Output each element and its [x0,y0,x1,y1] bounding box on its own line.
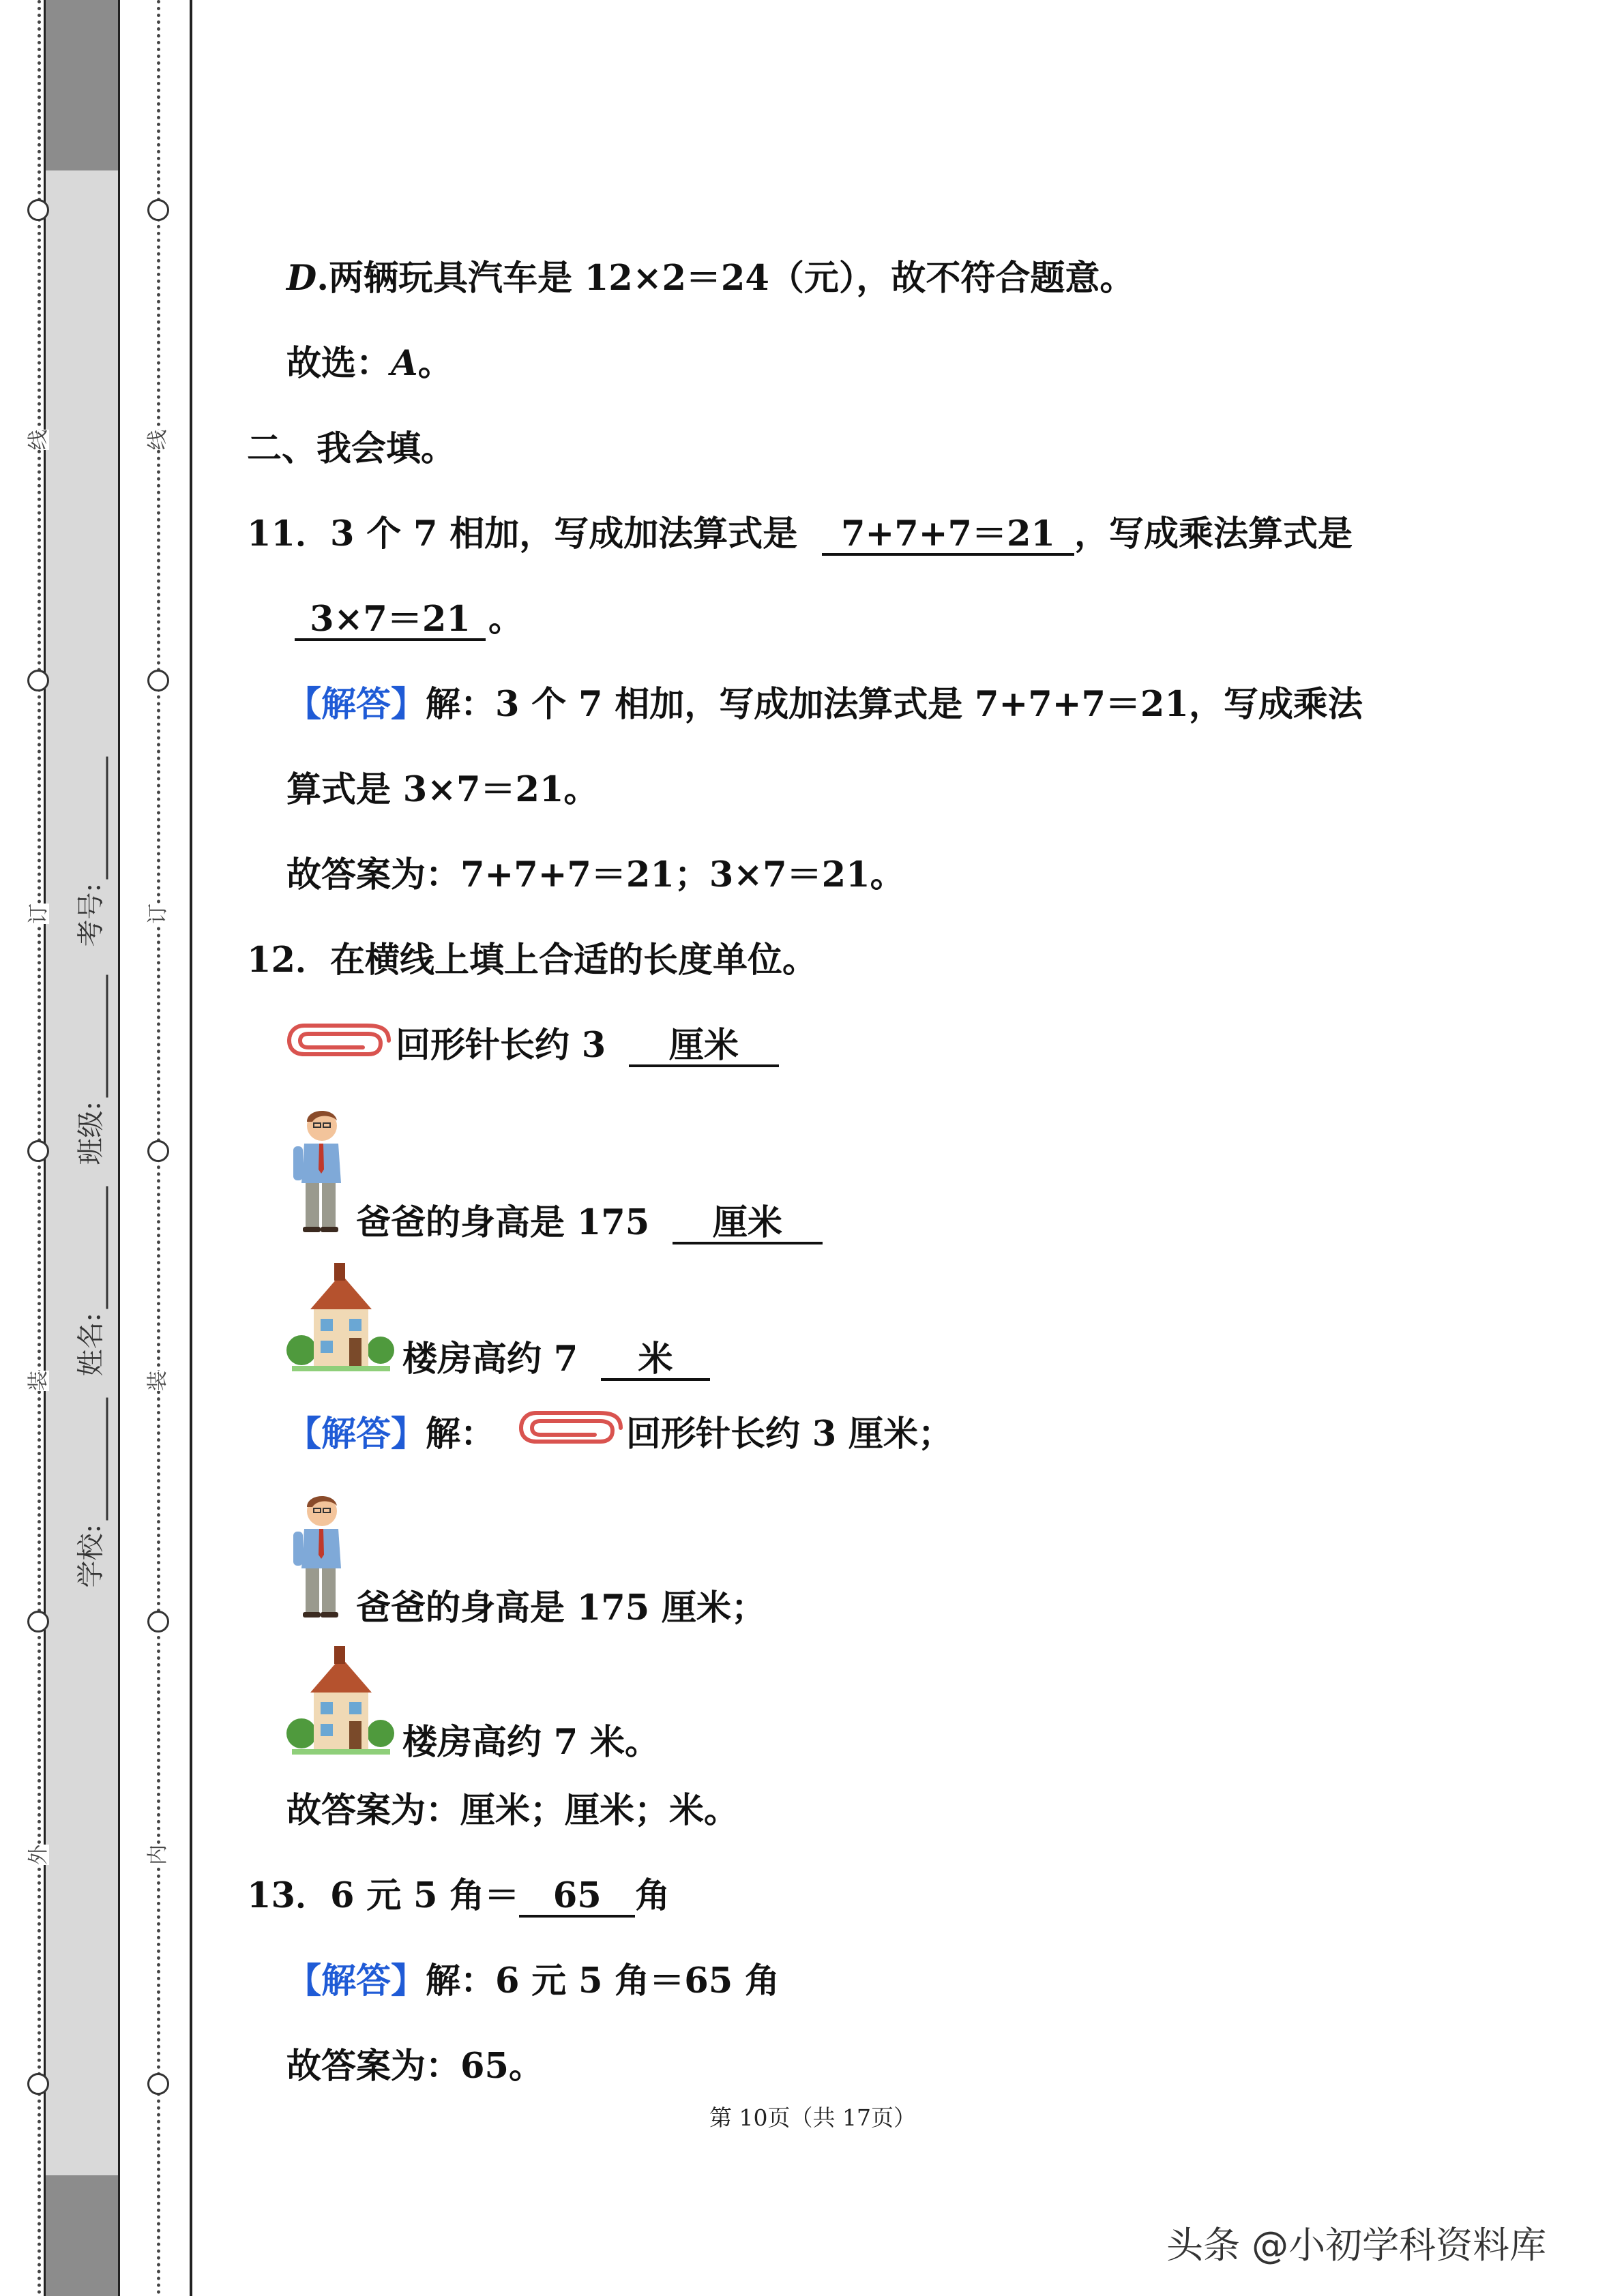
q13-answer-line: 解：6 元 5 角＝65 角 [426,1960,780,2001]
name-label: 姓名: [75,1313,107,1377]
q13-stem-start: 13．6 元 5 角＝ [247,1875,520,1916]
q11-blank-multiplication[interactable]: 3×7＝21 [295,600,486,641]
q12-item1-text: 回形针长约 3 [396,1025,606,1066]
margin-char-ding: 订 [146,904,170,924]
q13-stem-end: 角 [635,1875,670,1916]
q10-option-d [286,258,1134,299]
q12-item3-text: 楼房高约 7 [402,1339,578,1380]
q13-blank[interactable]: 65 [519,1877,635,1918]
class-label: 班级: [75,1101,107,1165]
margin-char-ding: 订 [27,904,50,924]
q12-stem: 12．在横线上填上合适的长度单位。 [247,940,817,981]
answer-tag: 【解答】 [286,684,426,725]
q13-answer-final: 故答案为：65。 [286,2046,544,2087]
exam-number-label: 考号: [75,883,107,947]
q12-item2-text: 爸爸的身高是 175 [356,1202,650,1243]
choice-prefix: 故选： [286,343,392,384]
q11-answer-final: 故答案为：7+7+7＝21；3×7＝21。 [286,854,905,895]
father-icon [286,1487,348,1620]
q12-answer-final: 故答案为：厘米；厘米；米。 [286,1790,739,1831]
q13-answer [286,1960,780,2001]
margin-char-zhuang: 装 [27,1371,50,1391]
q12-answer2: 爸爸的身高是 175 厘米； [356,1587,766,1628]
q11-blank-addition[interactable]: 7+7+7＝21 [822,515,1074,556]
option-d-letter: D [286,258,317,299]
q12-item1-blank[interactable]: 厘米 [629,1026,779,1067]
margin-char-line: 线 [27,430,50,450]
q13-stem [247,1875,670,1918]
answer-tag: 【解答】 [286,1414,426,1455]
q12-item3-blank[interactable]: 米 [601,1340,710,1381]
q12-answer3: 楼房高约 7 米。 [402,1722,660,1763]
option-d-text: .两辆玩具汽车是 12×2＝24（元），故不符合题意。 [316,258,1135,299]
father-icon [286,1101,348,1234]
q12-answer-head [286,1414,495,1455]
q11-answer-line1: 解：3 个 7 相加，写成加法算式是 7+7+7＝21，写成乘法 [426,684,1363,725]
q11-answer-line2: 算式是 3×7＝21。 [286,769,599,810]
watermark: 头条 @小初学科资料库 [1166,2224,1547,2267]
q11-stem-mid: ，写成乘法算式是 [1074,513,1353,554]
q11-stem-start: 11．3 个 7 相加，写成加法算式是 [247,513,798,554]
q12-answer1: 回形针长约 3 厘米； [626,1414,953,1455]
choice-value: A [391,343,418,384]
house-icon [286,1262,396,1374]
page-footer: 第 10页（共 17页） [709,2104,916,2131]
paperclip-icon [518,1410,624,1446]
answer-tag: 【解答】 [286,1960,426,2001]
margin-char-wai: 外 [27,1845,50,1865]
margin-char-line: 线 [146,430,170,450]
q12-item3 [402,1339,710,1381]
q11-stem-end: 。 [488,599,524,640]
school-label: 学校: [75,1524,107,1588]
q11-stem [247,513,1353,556]
q12-item2 [356,1202,823,1244]
q12-item1 [396,1025,779,1067]
choice-suffix: 。 [417,343,453,384]
margin-char-nei: 内 [146,1845,170,1865]
q12-item2-blank[interactable]: 厘米 [673,1204,823,1244]
house-icon [286,1645,396,1757]
q12-answer-prefix: 解： [426,1414,496,1455]
q11-answer [286,684,1363,725]
q11-stem-line2 [295,599,523,641]
section-heading: 二、我会填。 [247,428,456,469]
q10-choice [286,343,453,384]
margin-char-zhuang: 装 [146,1371,170,1391]
paperclip-icon [286,1023,392,1058]
